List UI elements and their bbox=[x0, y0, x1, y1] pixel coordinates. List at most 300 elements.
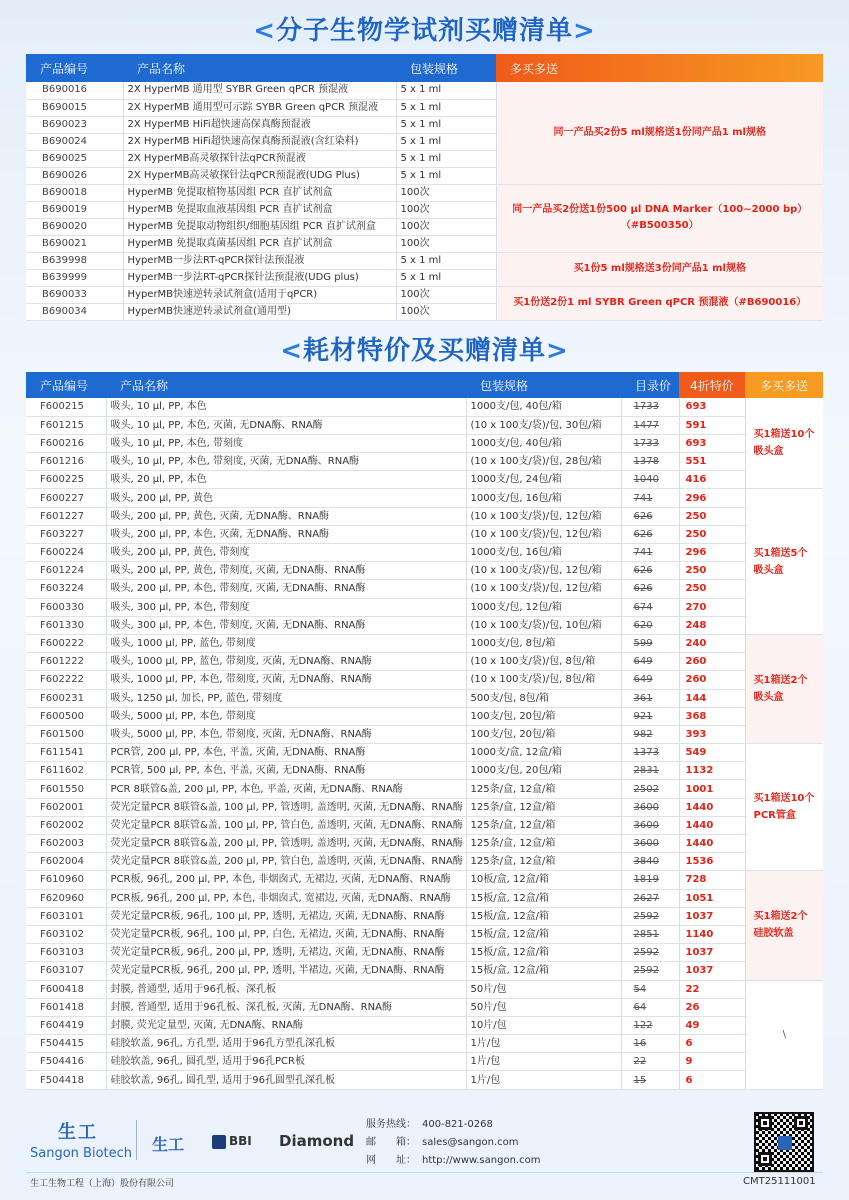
product-name: HyperMB一步法RT-qPCR探针法预混液(UDG plus) bbox=[123, 269, 396, 286]
product-name: 封膜, 荧光定量型, 灭菌, 无DNA酶、RNA酶 bbox=[106, 1016, 466, 1034]
product-name: HyperMB 免提取植物基因组 PCR 直扩试剂盒 bbox=[123, 184, 396, 201]
package-spec: 5 x 1 ml bbox=[396, 269, 496, 286]
discount-price: 22 bbox=[679, 980, 745, 998]
list-price: 3600 bbox=[621, 835, 679, 853]
product-code: B639998 bbox=[26, 252, 123, 269]
promo-text: 买1份5 ml规格送3份同产品1 ml规格 bbox=[496, 252, 823, 286]
list-price: 2502 bbox=[621, 780, 679, 798]
discount-price: 393 bbox=[679, 725, 745, 743]
package-spec: (10 x 100支/袋)/包, 30包/箱 bbox=[466, 416, 621, 434]
product-code: F600225 bbox=[26, 471, 106, 489]
discount-price: 693 bbox=[679, 398, 745, 416]
table-row bbox=[26, 184, 823, 201]
list-price: 1373 bbox=[621, 744, 679, 762]
product-name: 2X HyperMB高灵敏探针法qPCR预混液(UDG Plus) bbox=[123, 167, 396, 184]
package-spec: 1片/包 bbox=[466, 1071, 621, 1089]
product-code: F601224 bbox=[26, 562, 106, 580]
product-name: 荧光定量PCR板, 96孔, 200 μl, PP, 透明, 无裙边, 灭菌, 无DNA酶、RNA酶 bbox=[106, 944, 466, 962]
list-price: 1477 bbox=[621, 416, 679, 434]
list-price: 16 bbox=[621, 1035, 679, 1053]
web-label: 网 址： bbox=[366, 1155, 416, 1166]
logo-cn: 生工 bbox=[58, 1122, 98, 1143]
product-code: F603227 bbox=[26, 525, 106, 543]
product-name: HyperMB 免提取血液基因组 PCR 直扩试剂盒 bbox=[123, 201, 396, 218]
table-row bbox=[26, 925, 823, 943]
list-price: 2831 bbox=[621, 762, 679, 780]
table-row bbox=[26, 544, 823, 562]
package-spec: 100次 bbox=[396, 201, 496, 218]
table-row bbox=[26, 252, 823, 269]
reagent-table bbox=[26, 54, 823, 321]
package-spec: (10 x 100支/袋)/包, 28包/箱 bbox=[466, 453, 621, 471]
product-name: 吸头, 5000 μl, PP, 本色, 带刻度, 灭菌, 无DNA酶、RNA酶 bbox=[106, 725, 466, 743]
table-row bbox=[26, 871, 823, 889]
discount-price: 270 bbox=[679, 598, 745, 616]
product-name: HyperMB 免提取真菌基因组 PCR 直扩试剂盒 bbox=[123, 235, 396, 252]
package-spec: 1000支/包, 40包/箱 bbox=[466, 398, 621, 416]
list-price: 54 bbox=[621, 980, 679, 998]
table-row bbox=[26, 634, 823, 652]
header-promo: 多买多送 bbox=[496, 54, 823, 82]
list-price: 2627 bbox=[621, 889, 679, 907]
product-code: B690026 bbox=[26, 167, 123, 184]
list-price: 2592 bbox=[621, 944, 679, 962]
discount-price: 296 bbox=[679, 489, 745, 507]
package-spec: 5 x 1 ml bbox=[396, 150, 496, 167]
package-spec: 125条/盒, 12盒/箱 bbox=[466, 835, 621, 853]
product-name: 硅胶软盖, 96孔, 圆孔型, 适用于96孔圆型孔深孔板 bbox=[106, 1071, 466, 1089]
table-row bbox=[26, 689, 823, 707]
promo-text: 同一产品买2份5 ml规格送1份同产品1 ml规格 bbox=[496, 82, 823, 184]
list-price: 3600 bbox=[621, 816, 679, 834]
product-name: PCR管, 500 μl, PP, 本色, 平盖, 灭菌, 无DNA酶、RNA酶 bbox=[106, 762, 466, 780]
product-name: 2X HyperMB高灵敏探针法qPCR预混液 bbox=[123, 150, 396, 167]
product-code: F600330 bbox=[26, 598, 106, 616]
package-spec: 1000支/盒, 12盒/箱 bbox=[466, 744, 621, 762]
discount-price: 549 bbox=[679, 744, 745, 762]
product-name: 吸头, 5000 μl, PP, 本色, 带刻度 bbox=[106, 707, 466, 725]
list-price: 741 bbox=[621, 489, 679, 507]
discount-price: 248 bbox=[679, 616, 745, 634]
list-price: 3840 bbox=[621, 853, 679, 871]
package-spec: 5 x 1 ml bbox=[396, 167, 496, 184]
table-row bbox=[26, 980, 823, 998]
product-code: F600216 bbox=[26, 434, 106, 452]
product-name: PCR板, 96孔, 200 μl, PP, 本色, 非烟囱式, 宽裙边, 灭菌, 无DNA酶、RNA酶 bbox=[106, 889, 466, 907]
product-name: 吸头, 200 μl, PP, 黄色, 带刻度 bbox=[106, 544, 466, 562]
table-row bbox=[26, 580, 823, 598]
product-code: B690021 bbox=[26, 235, 123, 252]
title-reagents: <分子生物学试剂买赠清单> bbox=[253, 16, 596, 46]
table-row bbox=[26, 434, 823, 452]
product-name: 封膜, 普通型, 适用于96孔板、深孔板, 灭菌, 无DNA酶、RNA酶 bbox=[106, 998, 466, 1016]
discount-price: 693 bbox=[679, 434, 745, 452]
product-name: 吸头, 1000 μl, PP, 蓝色, 带刻度 bbox=[106, 634, 466, 652]
product-code: F600227 bbox=[26, 489, 106, 507]
table-row bbox=[26, 889, 823, 907]
product-code: F600418 bbox=[26, 980, 106, 998]
product-name: 2X HyperMB 通用型可示踪 SYBR Green qPCR 预混液 bbox=[123, 99, 396, 116]
table-row bbox=[26, 780, 823, 798]
table-row bbox=[26, 82, 823, 99]
promo-text: 同一产品买2份送1份500 μl DNA Marker（100~2000 bp）（#B500350） bbox=[496, 184, 823, 252]
product-code: B690023 bbox=[26, 116, 123, 133]
list-price: 1378 bbox=[621, 453, 679, 471]
list-price: 599 bbox=[621, 634, 679, 652]
product-name: PCR管, 200 μl, PP, 本色, 平盖, 灭菌, 无DNA酶、RNA酶 bbox=[106, 744, 466, 762]
package-spec: 500支/包, 8包/箱 bbox=[466, 689, 621, 707]
product-code: F602001 bbox=[26, 798, 106, 816]
package-spec: 100次 bbox=[396, 303, 496, 320]
product-name: 吸头, 20 μl, PP, 本色 bbox=[106, 471, 466, 489]
package-spec: 100支/包, 20包/箱 bbox=[466, 725, 621, 743]
package-spec: 15板/盒, 12盒/箱 bbox=[466, 925, 621, 943]
product-name: 2X HyperMB 通用型 SYBR Green qPCR 预混液 bbox=[123, 82, 396, 99]
package-spec: 125条/盒, 12盒/箱 bbox=[466, 853, 621, 871]
product-code: F602222 bbox=[26, 671, 106, 689]
discount-price: 9 bbox=[679, 1053, 745, 1071]
package-spec: 1000支/包, 8包/箱 bbox=[466, 634, 621, 652]
package-spec: (10 x 100支/袋)/包, 12包/箱 bbox=[466, 525, 621, 543]
product-code: B690034 bbox=[26, 303, 123, 320]
product-code: F504418 bbox=[26, 1071, 106, 1089]
discount-price: 6 bbox=[679, 1071, 745, 1089]
discount-price: 1440 bbox=[679, 835, 745, 853]
package-spec: 5 x 1 ml bbox=[396, 133, 496, 150]
discount-price: 1037 bbox=[679, 944, 745, 962]
table-row bbox=[26, 707, 823, 725]
discount-price: 416 bbox=[679, 471, 745, 489]
list-price: 3600 bbox=[621, 798, 679, 816]
product-code: F603102 bbox=[26, 925, 106, 943]
discount-price: 260 bbox=[679, 653, 745, 671]
discount-price: 144 bbox=[679, 689, 745, 707]
list-price: 626 bbox=[621, 580, 679, 598]
product-name: HyperMB一步法RT-qPCR探针法预混液 bbox=[123, 252, 396, 269]
table-row bbox=[26, 286, 823, 303]
product-code: B690018 bbox=[26, 184, 123, 201]
discount-price: 1536 bbox=[679, 853, 745, 871]
product-name: 硅胶软盖, 96孔, 圆孔型, 适用于96孔PCR板 bbox=[106, 1053, 466, 1071]
package-spec: 15板/盒, 12盒/箱 bbox=[466, 944, 621, 962]
list-price: 620 bbox=[621, 616, 679, 634]
promo-text: \ bbox=[745, 980, 823, 1089]
discount-price: 250 bbox=[679, 507, 745, 525]
promo-text: 买1份送2份1 ml SYBR Green qPCR 预混液（#B690016） bbox=[496, 286, 823, 320]
package-spec: (10 x 100支/袋)/包, 8包/箱 bbox=[466, 653, 621, 671]
product-code: F611602 bbox=[26, 762, 106, 780]
bbi-logo: BBI bbox=[212, 1134, 252, 1149]
discount-price: 591 bbox=[679, 416, 745, 434]
list-price: 1733 bbox=[621, 434, 679, 452]
list-price: 649 bbox=[621, 653, 679, 671]
package-spec: (10 x 100支/袋)/包, 12包/箱 bbox=[466, 562, 621, 580]
package-spec: 15板/盒, 12盒/箱 bbox=[466, 907, 621, 925]
product-code: F600224 bbox=[26, 544, 106, 562]
list-price: 64 bbox=[621, 998, 679, 1016]
qr-code-icon bbox=[754, 1112, 814, 1172]
discount-price: 1132 bbox=[679, 762, 745, 780]
table-row bbox=[26, 416, 823, 434]
email-link[interactable]: sales@sangon.com bbox=[422, 1137, 519, 1148]
product-name: 荧光定量PCR 8联管&盖, 100 μl, PP, 管透明, 盖透明, 灭菌, 无DNA酶、RNA酶 bbox=[106, 798, 466, 816]
product-code: B690019 bbox=[26, 201, 123, 218]
divider-line bbox=[26, 1172, 823, 1173]
table-row bbox=[26, 1016, 823, 1034]
email-label: 邮 箱： bbox=[366, 1137, 416, 1148]
package-spec: 15板/盒, 12盒/箱 bbox=[466, 962, 621, 980]
package-spec: 100支/包, 20包/箱 bbox=[466, 707, 621, 725]
product-code: B690015 bbox=[26, 99, 123, 116]
table-row bbox=[26, 853, 823, 871]
header-name: 产品名称 bbox=[106, 372, 466, 398]
table-row bbox=[26, 835, 823, 853]
promo-text: 买1箱送2个吸头盒 bbox=[745, 634, 823, 743]
product-name: 荧光定量PCR 8联管&盖, 200 μl, PP, 管白色, 盖透明, 灭菌, 无DNA酶、RNA酶 bbox=[106, 853, 466, 871]
list-price: 649 bbox=[621, 671, 679, 689]
package-spec: 1000支/包, 24包/箱 bbox=[466, 471, 621, 489]
product-name: 吸头, 1000 μl, PP, 蓝色, 带刻度, 灭菌, 无DNA酶、RNA酶 bbox=[106, 653, 466, 671]
table-row bbox=[26, 489, 823, 507]
product-code: B690020 bbox=[26, 218, 123, 235]
hotline: 400-821-0268 bbox=[422, 1119, 493, 1130]
product-name: 2X HyperMB HiFi超快速高保真酶预混液 bbox=[123, 116, 396, 133]
table-row bbox=[26, 998, 823, 1016]
product-name: 吸头, 300 μl, PP, 本色, 带刻度 bbox=[106, 598, 466, 616]
discount-price: 1037 bbox=[679, 907, 745, 925]
list-price: 2592 bbox=[621, 907, 679, 925]
bbi-mark-icon bbox=[212, 1135, 226, 1149]
product-code: F601222 bbox=[26, 653, 106, 671]
list-price: 1733 bbox=[621, 398, 679, 416]
product-name: 吸头, 10 μl, PP, 本色, 带刻度, 灭菌, 无DNA酶、RNA酶 bbox=[106, 453, 466, 471]
table-row bbox=[26, 744, 823, 762]
hotline-label: 服务热线： bbox=[366, 1119, 416, 1130]
product-code: F602002 bbox=[26, 816, 106, 834]
list-price: 15 bbox=[621, 1071, 679, 1089]
package-spec: 5 x 1 ml bbox=[396, 99, 496, 116]
product-code: F611541 bbox=[26, 744, 106, 762]
table-row bbox=[26, 962, 823, 980]
package-spec: 5 x 1 ml bbox=[396, 82, 496, 99]
product-code: B639999 bbox=[26, 269, 123, 286]
discount-price: 296 bbox=[679, 544, 745, 562]
discount-price: 26 bbox=[679, 998, 745, 1016]
product-code: F604419 bbox=[26, 1016, 106, 1034]
discount-price: 1037 bbox=[679, 962, 745, 980]
product-code: F600500 bbox=[26, 707, 106, 725]
list-price: 1819 bbox=[621, 871, 679, 889]
contact-info bbox=[366, 1116, 540, 1170]
list-price: 22 bbox=[621, 1053, 679, 1071]
table-row bbox=[26, 507, 823, 525]
package-spec: 125条/盒, 12盒/箱 bbox=[466, 798, 621, 816]
product-name: 荧光定量PCR 8联管&盖, 100 μl, PP, 管白色, 盖透明, 灭菌, 无DNA酶、RNA酶 bbox=[106, 816, 466, 834]
product-code: B690016 bbox=[26, 82, 123, 99]
package-spec: 100次 bbox=[396, 218, 496, 235]
list-price: 2592 bbox=[621, 962, 679, 980]
product-code: F601500 bbox=[26, 725, 106, 743]
document-code: CMT25111001 bbox=[743, 1176, 816, 1187]
table-row bbox=[26, 616, 823, 634]
product-name: 硅胶软盖, 96孔, 方孔型, 适用于96孔方型孔深孔板 bbox=[106, 1035, 466, 1053]
product-code: F602004 bbox=[26, 853, 106, 871]
table-row bbox=[26, 562, 823, 580]
product-code: F601418 bbox=[26, 998, 106, 1016]
logo-en: Sangon Biotech bbox=[30, 1146, 133, 1161]
product-name: 吸头, 200 μl, PP, 本色, 灭菌, 无DNA酶、RNA酶 bbox=[106, 525, 466, 543]
discount-price: 551 bbox=[679, 453, 745, 471]
package-spec: 100次 bbox=[396, 286, 496, 303]
product-code: F601215 bbox=[26, 416, 106, 434]
discount-price: 240 bbox=[679, 634, 745, 652]
product-name: 吸头, 200 μl, PP, 黄色, 带刻度, 灭菌, 无DNA酶、RNA酶 bbox=[106, 562, 466, 580]
sangon-logo bbox=[30, 1118, 132, 1161]
list-price: 921 bbox=[621, 707, 679, 725]
product-code: B690033 bbox=[26, 286, 123, 303]
package-spec: (10 x 100支/袋)/包, 10包/箱 bbox=[466, 616, 621, 634]
package-spec: 10板/盒, 12盒/箱 bbox=[466, 871, 621, 889]
package-spec: 10片/包 bbox=[466, 1016, 621, 1034]
product-name: 荧光定量PCR板, 96孔, 200 μl, PP, 透明, 半裙边, 灭菌, 无DNA酶、RNA酶 bbox=[106, 962, 466, 980]
discount-price: 6 bbox=[679, 1035, 745, 1053]
footer bbox=[26, 1106, 823, 1178]
product-code: F603107 bbox=[26, 962, 106, 980]
product-name: 2X HyperMB HiFi超快速高保真酶预混液(含红染料) bbox=[123, 133, 396, 150]
list-price: 626 bbox=[621, 507, 679, 525]
package-spec: 125条/盒, 12盒/箱 bbox=[466, 780, 621, 798]
package-spec: 15板/盒, 12盒/箱 bbox=[466, 889, 621, 907]
list-price: 122 bbox=[621, 1016, 679, 1034]
website-link[interactable]: http://www.sangon.com bbox=[422, 1155, 541, 1166]
discount-price: 1140 bbox=[679, 925, 745, 943]
product-code: F504416 bbox=[26, 1053, 106, 1071]
package-spec: 1000支/包, 16包/箱 bbox=[466, 544, 621, 562]
promo-text: 买1箱送10个吸头盒 bbox=[745, 398, 823, 489]
product-name: PCR板, 96孔, 200 μl, PP, 本色, 非烟囱式, 无裙边, 灭菌, 无DNA酶、RNA酶 bbox=[106, 871, 466, 889]
discount-price: 250 bbox=[679, 525, 745, 543]
product-code: F603224 bbox=[26, 580, 106, 598]
table-row bbox=[26, 453, 823, 471]
list-price: 741 bbox=[621, 544, 679, 562]
header-code: 产品编号 bbox=[26, 372, 106, 398]
product-code: F603103 bbox=[26, 944, 106, 962]
table-row bbox=[26, 816, 823, 834]
logo-divider bbox=[136, 1120, 137, 1160]
list-price: 626 bbox=[621, 562, 679, 580]
product-name: HyperMB快速逆转录试剂盒(通用型) bbox=[123, 303, 396, 320]
product-name: 吸头, 10 μl, PP, 本色, 带刻度 bbox=[106, 434, 466, 452]
header-pack: 包装规格 bbox=[466, 372, 621, 398]
product-name: HyperMB快速逆转录试剂盒(适用于qPCR) bbox=[123, 286, 396, 303]
package-spec: 1000支/包, 20包/箱 bbox=[466, 762, 621, 780]
product-name: PCR 8联管&盖, 200 μl, PP, 本色, 平盖, 灭菌, 无DNA酶、RNA酶 bbox=[106, 780, 466, 798]
discount-price: 250 bbox=[679, 562, 745, 580]
package-spec: 100次 bbox=[396, 235, 496, 252]
discount-price: 1440 bbox=[679, 816, 745, 834]
table-row bbox=[26, 1071, 823, 1089]
product-code: F601216 bbox=[26, 453, 106, 471]
header-code: 产品编号 bbox=[26, 54, 123, 82]
table-row bbox=[26, 762, 823, 780]
table-row bbox=[26, 525, 823, 543]
header-pack: 包装规格 bbox=[396, 54, 496, 82]
list-price: 626 bbox=[621, 525, 679, 543]
product-name: 荧光定量PCR板, 96孔, 100 μl, PP, 白色, 无裙边, 灭菌, 无DNA酶、RNA酶 bbox=[106, 925, 466, 943]
discount-price: 1001 bbox=[679, 780, 745, 798]
product-name: 吸头, 200 μl, PP, 黄色, 灭菌, 无DNA酶、RNA酶 bbox=[106, 507, 466, 525]
table-row bbox=[26, 1035, 823, 1053]
table-row bbox=[26, 653, 823, 671]
package-spec: 5 x 1 ml bbox=[396, 252, 496, 269]
sangon-brand-logo: 生工 bbox=[152, 1135, 185, 1154]
product-code: F600231 bbox=[26, 689, 106, 707]
discount-price: 1051 bbox=[679, 889, 745, 907]
table-row bbox=[26, 471, 823, 489]
header-name: 产品名称 bbox=[123, 54, 396, 82]
discount-price: 49 bbox=[679, 1016, 745, 1034]
list-price: 674 bbox=[621, 598, 679, 616]
table-row bbox=[26, 398, 823, 416]
product-name: 荧光定量PCR 8联管&盖, 200 μl, PP, 管透明, 盖透明, 灭菌, 无DNA酶、RNA酶 bbox=[106, 835, 466, 853]
package-spec: (10 x 100支/袋)/包, 8包/箱 bbox=[466, 671, 621, 689]
header-promo: 多买多送 bbox=[745, 372, 823, 398]
product-name: 吸头, 1250 μl, 加长, PP, 蓝色, 带刻度 bbox=[106, 689, 466, 707]
package-spec: 1000支/包, 40包/箱 bbox=[466, 434, 621, 452]
product-code: F600222 bbox=[26, 634, 106, 652]
discount-price: 728 bbox=[679, 871, 745, 889]
product-name: 吸头, 200 μl, PP, 本色, 带刻度, 灭菌, 无DNA酶、RNA酶 bbox=[106, 580, 466, 598]
header-discount-price: 4折特价 bbox=[679, 372, 745, 398]
product-name: 吸头, 10 μl, PP, 本色 bbox=[106, 398, 466, 416]
product-name: HyperMB 免提取动物组织/细胞基因组 PCR 直扩试剂盒 bbox=[123, 218, 396, 235]
consumables-table bbox=[26, 372, 823, 1090]
table-row bbox=[26, 1053, 823, 1071]
list-price: 361 bbox=[621, 689, 679, 707]
promo-text: 买1箱送5个吸头盒 bbox=[745, 489, 823, 635]
product-name: 吸头, 10 μl, PP, 本色, 灭菌, 无DNA酶、RNA酶 bbox=[106, 416, 466, 434]
package-spec: (10 x 100支/袋)/包, 12包/箱 bbox=[466, 507, 621, 525]
product-code: B690024 bbox=[26, 133, 123, 150]
product-code: F504415 bbox=[26, 1035, 106, 1053]
company-name: 生工生物工程（上海）股份有限公司 bbox=[30, 1179, 175, 1189]
discount-price: 1440 bbox=[679, 798, 745, 816]
product-code: F601227 bbox=[26, 507, 106, 525]
header-list-price: 目录价 bbox=[621, 372, 679, 398]
promo-text: 买1箱送10个PCR管盒 bbox=[745, 744, 823, 871]
product-code: F620960 bbox=[26, 889, 106, 907]
package-spec: 1片/包 bbox=[466, 1053, 621, 1071]
package-spec: 1000支/包, 16包/箱 bbox=[466, 489, 621, 507]
table-row bbox=[26, 798, 823, 816]
product-code: F603101 bbox=[26, 907, 106, 925]
package-spec: 1片/包 bbox=[466, 1035, 621, 1053]
package-spec: 5 x 1 ml bbox=[396, 116, 496, 133]
table-row bbox=[26, 725, 823, 743]
product-code: F601330 bbox=[26, 616, 106, 634]
promo-text: 买1箱送2个硅胶软盖 bbox=[745, 871, 823, 980]
diamond-logo: Diamond bbox=[279, 1132, 355, 1150]
discount-price: 368 bbox=[679, 707, 745, 725]
list-price: 1040 bbox=[621, 471, 679, 489]
product-code: F610960 bbox=[26, 871, 106, 889]
table-row bbox=[26, 598, 823, 616]
product-name: 荧光定量PCR板, 96孔, 100 μl, PP, 透明, 无裙边, 灭菌, 无DNA酶、RNA酶 bbox=[106, 907, 466, 925]
product-code: B690025 bbox=[26, 150, 123, 167]
product-name: 吸头, 200 μl, PP, 黄色 bbox=[106, 489, 466, 507]
package-spec: 1000支/包, 12包/箱 bbox=[466, 598, 621, 616]
table-row bbox=[26, 907, 823, 925]
